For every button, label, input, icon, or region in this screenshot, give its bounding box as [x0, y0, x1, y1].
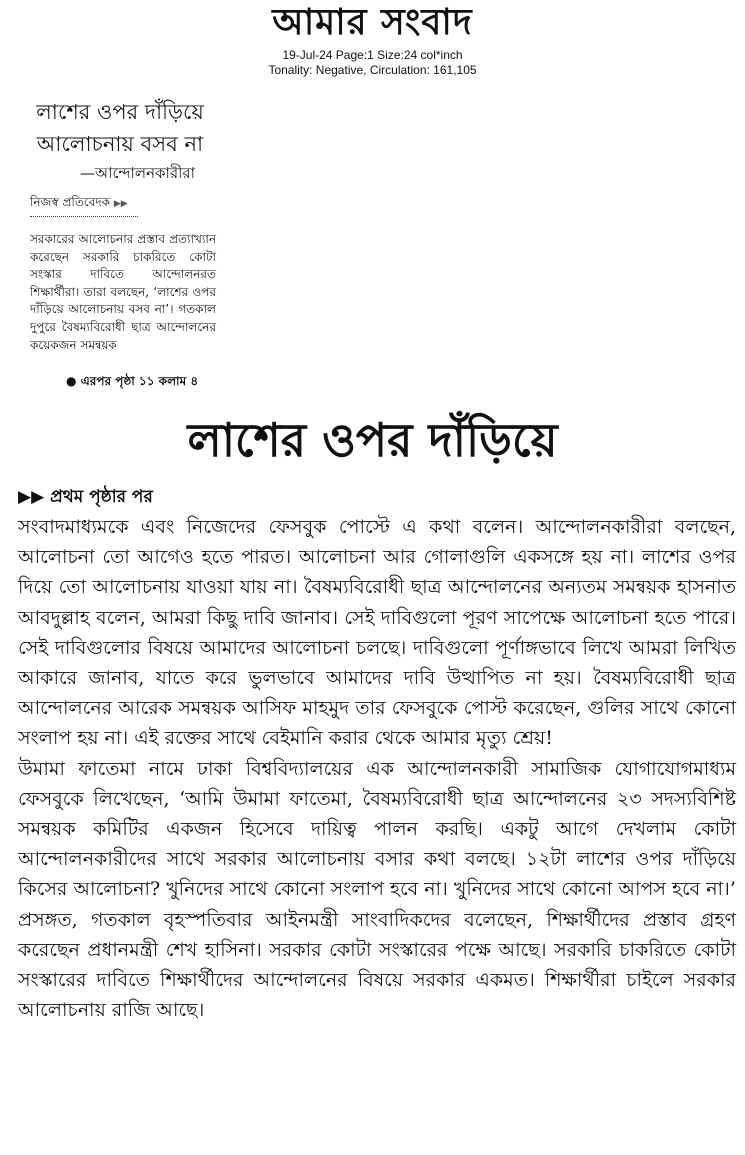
- newspaper-masthead: আমার সংবাদ: [272, 1, 473, 43]
- continued-on-marker: ● এরপর পৃষ্ঠা ১১ কলাম ৪: [66, 374, 199, 388]
- clipping-meta-tonality: Tonality: Negative, Circulation: 161,105: [268, 63, 477, 77]
- body-paragraph-2: উমামা ফাতেমা নামে ঢাকা বিশ্ববিদ্যালয়ের এক আন্দোলনকারী সামাজিক যোগাযোগমাধ্যম ফেসবুকে লিখেছেন, ‘আমি উমামা ফাতেমা, বৈষম্যবিরোধী ছাত্র আন্দোলনের ২৩ সদস্যবিশিষ্ট সমন্বয়ক কমিটির একজন হিসেবে দায়িত্ব পালন করছি। একটু আগে দেখলাম কোটা আন্দোলনকারীদের সাথে সরকার আলোচনায় বসার কথা বলছে। ১২টা লাশের ওপর দাঁড়িয়ে কিসের আলোচনা? খুনিদের সাথে কোনো সংলাপ হবে না। খুনিদের সাথে কোনো আপস হবে না।’: [18, 757, 736, 901]
- reporter-name: নিজস্ব প্রতিবেদক: [30, 195, 111, 209]
- continued-from-label: ▶▶ প্রথম পৃষ্ঠার পর: [18, 487, 153, 507]
- front-headline-line2: আলোচনায় বসব না: [36, 132, 204, 156]
- reporter-byline: [30, 194, 138, 217]
- body-paragraph-3: প্রসঙ্গত, গতকাল বৃহস্পতিবার আইনমন্ত্রী সাংবাদিকদের বলেছেন, শিক্ষার্থীদের প্রস্তাব গ্রহণ করেছেন প্রধানমন্ত্রী শেখ হাসিনা। সরকার কোটা সংস্কারের পক্ষে আছে। সরকারি চাকরিতে কোটা সংস্কারের দাবিতে শিক্ষার্থীদের আন্দোলনের বিষয়ে সরকার একমত। শিক্ষার্থীরা চাইলে সরকার আলোচনায় রাজি আছে।: [18, 908, 737, 1022]
- continuation-headline: লাশের ওপর দাঁড়িয়ে: [187, 413, 558, 467]
- body-paragraph-1: সংবাদমাধ্যমকে এবং নিজেদের ফেসবুক পোস্টে এ কথা বলেন। আন্দোলনকারীরা বলছেন, আলোচনা তো আগেও হতে পারত। আলোচনা আর গোলাগুলি একসঙ্গে হয় না। লাশের ওপর দিয়ে তো আলোচনায় যাওয়া যায় না। বৈষম্যবিরোধী ছাত্র আন্দোলনের অন্যতম সমন্বয়ক হাসনাত আবদুল্লাহ বলেন, আমরা কিছু দাবি জানাব। সেই দাবিগুলো পূরণ সাপেক্ষে আলোচনা হতে পারে। সেই দাবিগুলোর বিষয়ে আমাদের আলোচনা চলছে। দাবিগুলো পূর্ণাঙ্গভাবে লিখে আমরা লিখিত আকারে জানাব, যাতে করে ভুলভাবে আমাদের দাবি উত্থাপিত না হয়। বৈষম্যবিরোধী ছাত্র আন্দোলনের আরেক সমন্বয়ক আসিফ মাহমুদ তার ফেসবুকে পোস্ট করেছেন, গুলির সাথে কোনো সংলাপ হয় না। এই রক্তের সাথে বেইমানি করার থেকে আমার মৃত্যু শ্রেয়!: [18, 516, 736, 750]
- intro-paragraph: সরকারের আলোচনার প্রস্তাব প্রত্যাখ্যান করেছেন সরকারি চাকরিতে কোটা সংস্কার দাবিতে আন্দোলনরত শিক্ষার্থীরা। তারা বলছেন, ‘লাশের ওপর দাঁড়িয়ে আলোচনায় বসব না’। গতকাল দুপুরে বৈষম্যবিরোধী ছাত্র আন্দোলনের কয়েকজন সমন্বয়ক: [30, 232, 216, 352]
- front-intro-text: [30, 231, 216, 354]
- clipping-meta-date-size: 19-Jul-24 Page:1 Size:24 col*inch: [282, 48, 463, 62]
- byline-arrow-icon: ▶▶: [113, 199, 128, 209]
- headline-attribution: —আন্দোলনকারীরা: [80, 164, 196, 182]
- front-headline-line1: লাশের ওপর দাঁড়িয়ে: [36, 100, 204, 124]
- continuation-body: [18, 512, 736, 1025]
